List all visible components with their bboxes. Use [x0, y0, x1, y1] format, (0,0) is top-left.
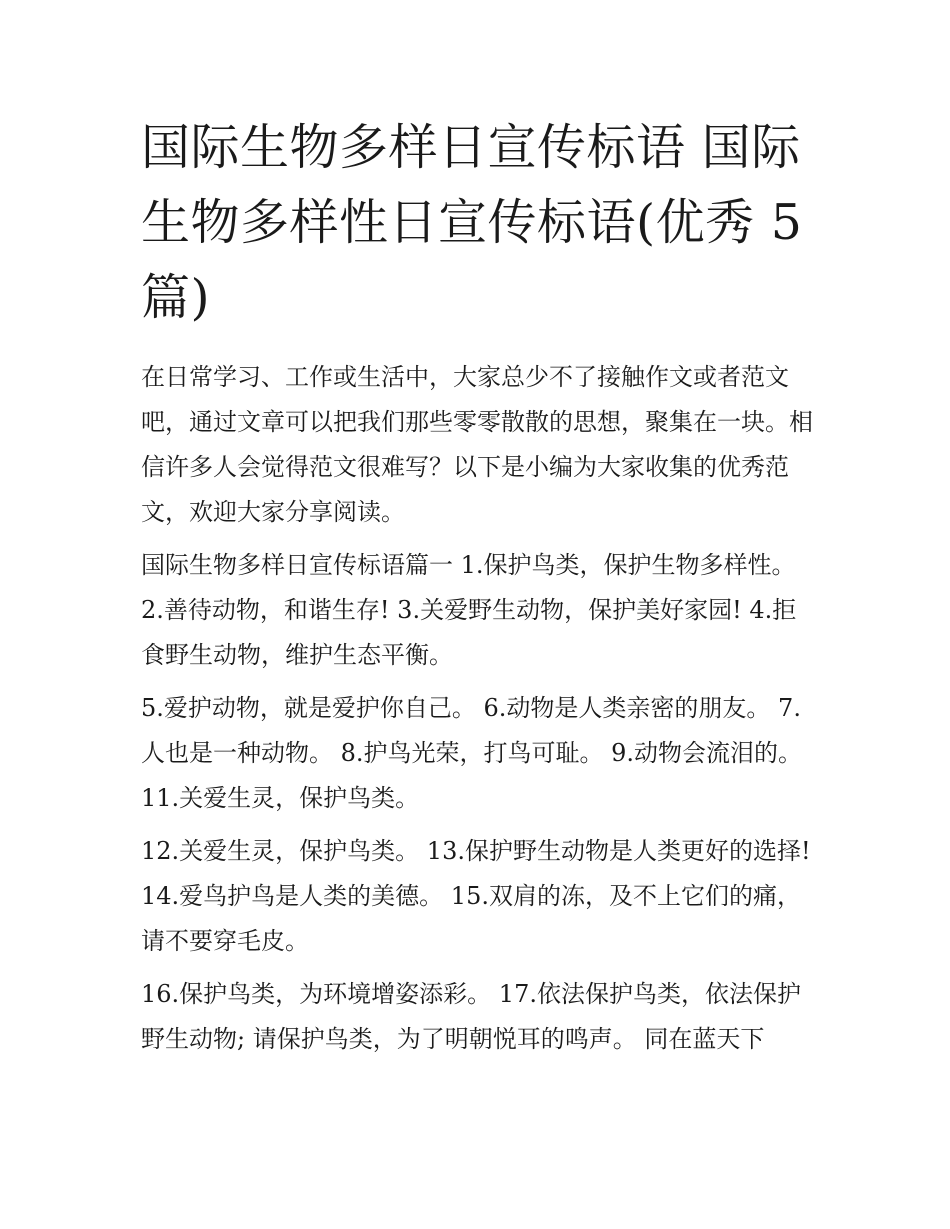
paragraph-slogans-2: 5.爱护动物，就是爱护你自己。 6.动物是人类亲密的朋友。 7.人也是一种动物。 8.护鸟光荣，打鸟可耻。 9.动物会流泪的。 11.关爱生灵，保护鸟类。 — [141, 694, 803, 812]
document-title: 国际生物多样日宣传标语 国际生物多样性日宣传标语(优秀 5 篇) — [141, 119, 803, 326]
paragraph-slogans-3: 12.关爱生灵，保护鸟类。 13.保护野生动物是人类更好的选择! 14.爱鸟护鸟是人类的美德。 15.双肩的冻，及不上它们的痛，请不要穿毛皮。 — [141, 837, 811, 955]
document-body — [141, 355, 816, 1062]
paragraph-slogans-1: 国际生物多样日宣传标语篇一 1.保护鸟类，保护生物多样性。2.善待动物，和谐生存! 3.关爱野生动物，保护美好家园! 4.拒食野生动物，维护生态平衡。 — [141, 551, 797, 669]
paragraph-intro: 在日常学习、工作或生活中，大家总少不了接触作文或者范文吧，通过文章可以把我们那些零零散散的思想，聚集在一块。相信许多人会觉得范文很难写？以下是小编为大家收集的优秀范文，欢迎大家分享阅读。 — [141, 363, 813, 526]
document-page — [141, 110, 816, 1070]
paragraph-slogans-4: 16.保护鸟类，为环境增姿添彩。 17.依法保护鸟类，依法保护野生动物; 请保护鸟类，为了明朝悦耳的鸣声。 同在蓝天下 — [141, 980, 801, 1053]
